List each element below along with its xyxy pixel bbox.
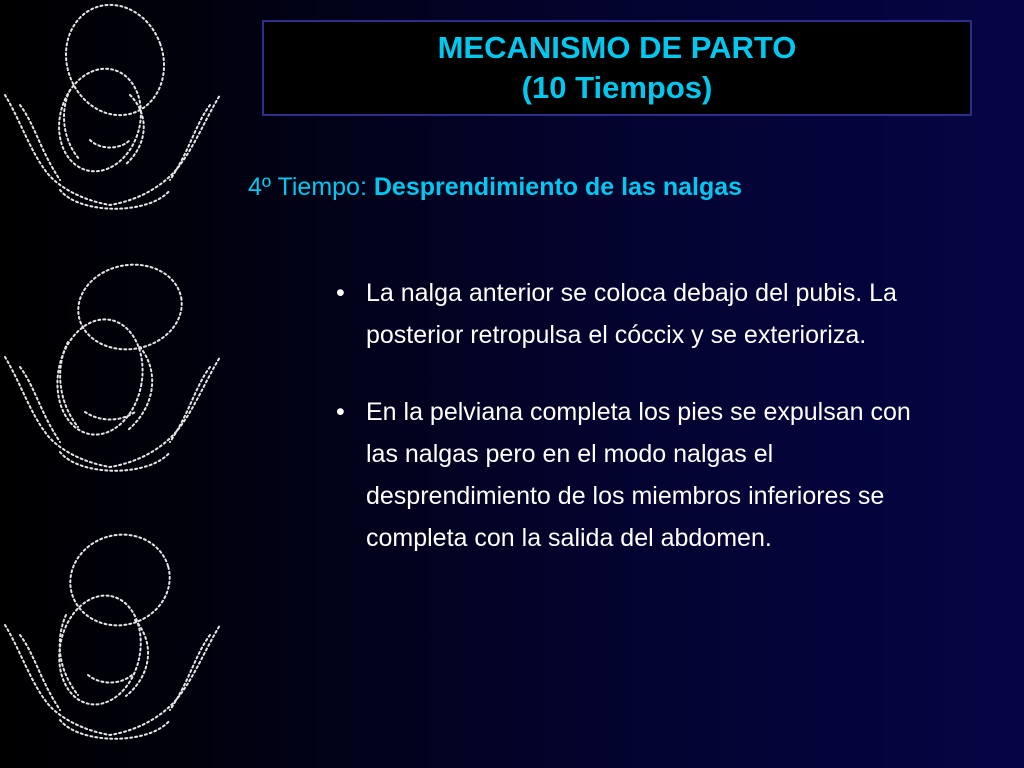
title-line-1: MECANISMO DE PARTO [437, 30, 797, 65]
title-box [262, 20, 972, 116]
fetus-pelvis-illustration-3 [0, 530, 230, 760]
subtitle-emphasis: Desprendimiento de las nalgas [373, 173, 743, 201]
subtitle-prefix: 4º Tiempo: [248, 173, 374, 201]
fetus-in-pelvis-icon [0, 530, 230, 760]
bullet-item [336, 272, 936, 356]
title-line-2: (10 Tiempos) [521, 70, 713, 105]
fetus-pelvis-illustration-2 [0, 262, 230, 492]
bullet-text: La nalga anterior se coloca debajo del pubis. La posterior retropulsa el cóccix y se exterioriza. [366, 279, 897, 349]
fetus-pelvis-illustration-1 [0, 0, 230, 230]
fetus-in-pelvis-icon [0, 262, 230, 492]
bullet-marker: • [336, 398, 345, 426]
section-subtitle [248, 170, 742, 204]
bullet-list [336, 272, 936, 594]
bullet-marker: • [336, 279, 345, 307]
fetus-in-pelvis-icon [0, 0, 230, 230]
bullet-text: En la pelviana completa los pies se expulsan con las nalgas pero en el modo nalgas el desprendimiento de los miembros inferiores se completa con la salida del abdomen. [366, 398, 911, 552]
bullet-item [336, 391, 936, 559]
